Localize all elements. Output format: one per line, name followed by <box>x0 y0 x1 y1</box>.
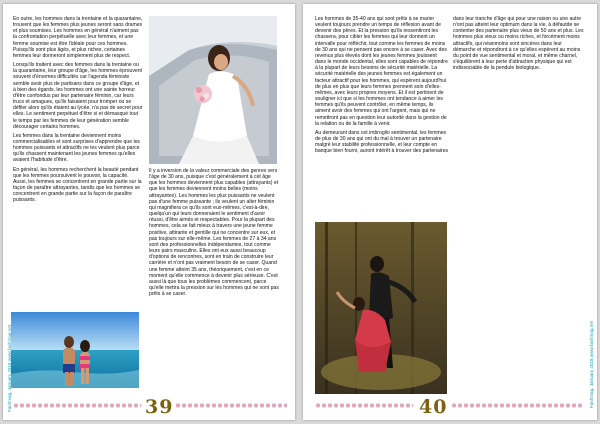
beach-couple-illustration <box>11 312 139 388</box>
paragraph: Au demeurant dans cet imbroglio sentimental, les femmes de plus de 30 ans qui ont du mal à trouver un partenaire malgré leur stabilité professionnelle, et leur compte en banque bien fourni, auront intérêt à trouver des partenaires <box>315 129 449 155</box>
side-credit: Fashmag, January 2018 www.fashmag.net <box>589 320 594 408</box>
paragraph: Lorsqu'ils traitent avec des femmes dans la trentaine ou la quarantaine, leur groupe d'âge, les hommes éprouvent souvent d'énormes difficultés car l'agenda féministe semble avoir plus de partisans dans ce groupe d'âge, et à bien des égards. les hommes ont une sainte horreur d'être confondus par leur partenaire féminin, car leurs trucs et amagues, qu'ils faisaient pour tromper ou se défiler alors qu'ils étaient au lycée, n'a pas de secret pour elles. Le sentiment perpétuel d'être si et démasqué tout le temps par les femmes de leur génération semble décourager certains hommes. <box>13 62 143 130</box>
page-number-40: 40 <box>419 396 448 418</box>
decorative-dots-right <box>451 402 583 409</box>
left-page-column-2 <box>149 168 279 300</box>
paragraph: Les femmes dans la trentaine deviennent moins commercialisables et sont surprises d'apprendre que les hommes puissants et attractifs ne les veulent plus parce qu'ils chassent maintenant les jeunes femmes qu'elles avaient l'habitude d'être. <box>13 132 140 164</box>
decorative-dots-left <box>315 402 413 409</box>
left-page <box>3 4 295 420</box>
page-number-39: 39 <box>145 396 174 418</box>
paragraph: En outre, les hommes dans la trentaine et la quarantaine, trouvent que les femmes plus jeunes seront sans drames et plus soumises. Les hommes en général n'aiment pas la confrontation perpétuelle avec leur femmes, et une femme soumise est être l'idéale pour ces hommes. Puisqu'ils sont plus âgés, et plus riches, certaines femmes leur donneront simplement plus de respect. <box>13 16 143 59</box>
paragraph: dans leur tranche d'âge qui pour une raison ou une autre n'ont pas atteint leur optimum dans la vie, à défautde se contenter des partenaire plus vieux de 50 ans et plus. Les hommes plus vieux ou moins riches, et forcément moins attractifs, qui néanmoins sont sincères dans leur démarche et répondront à ce qu'elles espèrent au moins du point de vue sentimental et moral, et même charnel, s'équilibrent à leur perte d'attraction physique qui est indissociable de la pendule biologique. <box>453 16 584 72</box>
paragraph: En général, les hommes recherchent la beauté pendant que les femmes poursuivent le pouvoir, la capacité. Aussi, les femmes se concentrent en grande partie sur la façon de paraître attrayantes, tandis que les hommes se concentrent en grande partie sur la façon de paraître puissants. <box>13 166 142 204</box>
left-page-column-1 <box>13 16 143 207</box>
right-page-column-2 <box>453 16 585 74</box>
decorative-dots-right <box>175 402 287 409</box>
side-credit: Fashmag, January 2018 www.fashmag.net <box>7 324 12 412</box>
right-page <box>303 4 597 420</box>
paragraph: Il y a inversion de la valeur commerciale des genres vers l'âge de 30 ans, puisque c'est généralement à cet âge que les hommes deviennent plus capables (attrayants) et que les femmes deviennent moins belles (moins attrayantes). Les hommes les plus puissants ne veulent pas d'une femme puissante ; ils veulent un alter féminin qui magnifiera ce qu'ils sont eux-mêmes, c'est-à-dire, quelqu'un qui leurs donneraient le sentiment d'avoir réussi, d'être aimés et respectables. Pour la plupart des hommes, cela se fait mieux à travers une jeune femme positive, attirante et gentille qui ne concentre sur eux, et pas toujours sur elle-même. Les femmes de 27 à 34 ans sont des professionnelles indépendantes, tout comme leurs pairs masculins. Elles ont eux aussi beaucoup d'options de rencontres, sont en train de construire leur carrière et n'ont pas vraiment besoin de se caser. Quand une femme atteint 35 ans, théoriquement, c'est en ce moment qu'elle commence à devenir plus sérieuse. C'est aussi là que tous les problèmes commencent, parce qu'elle mettra la pression sur les hommes qui ne sont pas prêts à se caser. <box>149 168 279 298</box>
dancing-couple-illustration <box>315 222 447 394</box>
bride-car-photo <box>149 16 277 164</box>
dancing-couple-photo <box>315 222 447 394</box>
bride-car-illustration <box>149 16 277 164</box>
right-page-column-1 <box>315 16 449 157</box>
paragraph: Les hommes de 35-40 ans qui sont prêts à se marier veulent toujours prendre un temps de réflexion avant de devenir des pères. Et la pression qu'ils ressentiront les chassera, pour cibler les femmes qui leur donnent un intervalle pour réfléchir, tout comme les femmes de moins de 30 ans qui ne pensent pas encore à se caser. Avec des revenus plus élevés dont les jeunes femmes jouissent dans le monde occidental, elles sont capables de répondre à la plupart de leurs besoins de sécurité matérielle. La sécurité matérielle des jeunes femmes est également un facteur attractif pour les hommes, qui espèrent aujourd'hui de plus en plus que leurs femmes prennent soin d'elles-mêmes, avec leurs propres moyens. Et il est pertinent de souligner ici que si les hommes ont tendance à aimer les femmes qu'ils peuvent contrôler, en même temps, ils aiment avoir des femmes qui ont l'argent, mais qui ne remettront pas en question leur autorité dans la gestion de la relation ou de la famille à venir. <box>315 16 448 127</box>
beach-couple-photo <box>11 312 139 388</box>
decorative-dots-left <box>13 402 141 409</box>
